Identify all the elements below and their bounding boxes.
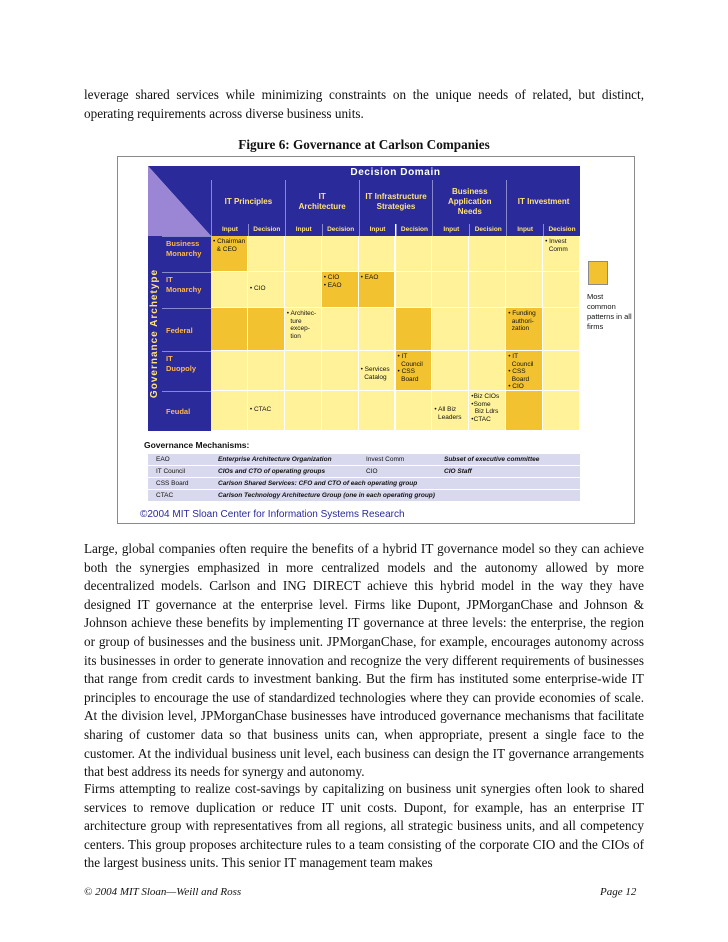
matrix-cell bbox=[322, 236, 359, 272]
matrix-cell bbox=[211, 308, 248, 351]
matrix-cell bbox=[469, 236, 506, 272]
matrix-cell bbox=[469, 272, 506, 308]
matrix-cell bbox=[506, 272, 543, 308]
mechanism-extra1: Invest Comm bbox=[366, 456, 405, 463]
matrix-cell bbox=[248, 308, 285, 351]
corner-triangle bbox=[148, 166, 211, 236]
matrix-cell bbox=[396, 308, 433, 351]
row-label-line1: Federal bbox=[166, 325, 193, 335]
body-paragraph-2: Firms attempting to realize cost-savings by capitalizing on business unit synergies often look to shared services to remove duplication or reduce IT unit costs. Dupont, for example, has an enterprise IT architecture group with representatives from all regions, all strategic business units, and all competency centers. This group proposes architecture rules to a team consisting of the corporate CIO and the CIOs of the largest business units. This senior IT management team makes bbox=[84, 781, 644, 871]
mechanism-extra2: CIO Staff bbox=[444, 468, 472, 475]
sub-header-decision: Decision bbox=[396, 224, 433, 236]
intro-paragraph: leverage shared services while minimizing constraints on the unique needs of related, but distinct, operating requirements across diverse business units. bbox=[84, 87, 644, 121]
matrix-cell bbox=[432, 236, 469, 272]
matrix-cell bbox=[469, 351, 506, 391]
mechanism-desc: Enterprise Architecture Organization bbox=[218, 456, 332, 463]
row-label-4 bbox=[162, 391, 211, 431]
mechanism-abbr: IT Council bbox=[156, 468, 186, 475]
governance-archetype-bar bbox=[148, 236, 162, 431]
matrix-cell: • Services Catalog bbox=[359, 351, 396, 391]
matrix-cell bbox=[543, 308, 580, 351]
matrix-cell bbox=[543, 351, 580, 391]
mechanism-abbr: EAO bbox=[156, 456, 170, 463]
matrix-cell bbox=[396, 391, 433, 431]
mechanism-desc: Carlson Shared Services: CFO and CTO of each operating group bbox=[218, 480, 418, 487]
column-header-line1: Business Application bbox=[448, 187, 492, 206]
matrix-cell: • CTAC bbox=[248, 391, 285, 431]
row-label-line2: Monarchy bbox=[166, 285, 202, 294]
column-header-4 bbox=[506, 180, 580, 224]
matrix-cell bbox=[506, 391, 543, 431]
matrix-cell: • All Biz Leaders bbox=[432, 391, 469, 431]
row-label-1 bbox=[162, 272, 211, 308]
mechanism-abbr: CTAC bbox=[156, 492, 174, 499]
footer-page-number: Page 12 bbox=[600, 886, 637, 898]
column-header-line1: IT Principles bbox=[224, 197, 273, 206]
matrix-cell bbox=[506, 236, 543, 272]
body-paragraph-1: Large, global companies often require the benefits of a hybrid IT governance model so they can achieve both the synergies emphasized in more centralized models and the autonomy allowed by more decentralized models. Carlson and ING DIRECT achieve this hybrid model in the way they have designed IT governance at the enterprise level. Firms like Dupont, JPMorganChase and Johnson & Johnson achieve these benefits by implementing IT governance at three levels: the enterprise, the region or group of businesses and the business unit. JPMorganChase, for example, encourages autonomy across its businesses in order to generate innovation and recognize the very different requirements of businesses that range from credit cards to investment banking. But the firm has instituted some enterprise-wide IT principles to encourage the use of standardized technologies where they can provide economies of scale. At the division level, JPMorganChase businesses have introduced governance mechanisms that facilitate sharing of customer data so that business units can, when appropriate, present a single face to the customer. At the individual business unit level, each business can design the IT governance arrangements that best address its needs for synergy and autonomy. bbox=[84, 541, 644, 780]
matrix-cell: •Biz CIOs •Some Biz Ldrs •CTAC bbox=[469, 391, 506, 431]
mechanism-row bbox=[148, 453, 580, 465]
matrix-cell: • CIO bbox=[248, 272, 285, 308]
matrix-cell: • EAO bbox=[359, 272, 396, 308]
figure-copyright: ©2004 MIT Sloan Center for Information Systems Research bbox=[140, 509, 405, 520]
column-header-line1: IT bbox=[318, 192, 326, 201]
matrix-cell: • IT Council • CSS Board bbox=[396, 351, 433, 391]
governance-archetype-label: Governance Archetype bbox=[149, 268, 161, 399]
matrix-cell bbox=[285, 236, 322, 272]
mechanism-row bbox=[148, 489, 580, 501]
matrix-cell: • CIO • EAO bbox=[322, 272, 359, 308]
matrix-cell: • Funding authori- zation bbox=[506, 308, 543, 351]
sub-header-decision: Decision bbox=[322, 224, 359, 236]
matrix-cell bbox=[322, 391, 359, 431]
decision-domain-header: Decision Domain bbox=[211, 166, 580, 180]
matrix-cell bbox=[248, 351, 285, 391]
row-label-0 bbox=[162, 236, 211, 272]
matrix-cell bbox=[211, 351, 248, 391]
matrix-cell bbox=[543, 272, 580, 308]
column-header-line1: IT Infrastructure bbox=[365, 192, 427, 201]
matrix-cell: • Invest Comm bbox=[543, 236, 580, 272]
sub-header-input: Input bbox=[285, 224, 322, 236]
matrix-cell bbox=[396, 272, 433, 308]
matrix-cell bbox=[211, 391, 248, 431]
matrix-cell bbox=[248, 236, 285, 272]
row-label-3 bbox=[162, 351, 211, 391]
matrix-cell: • IT Council • CSS Board • CIO bbox=[506, 351, 543, 391]
column-header-2 bbox=[359, 180, 433, 224]
column-header-1 bbox=[285, 180, 359, 224]
matrix-cell bbox=[432, 308, 469, 351]
matrix-cell bbox=[469, 308, 506, 351]
mechanism-extra1: CIO bbox=[366, 468, 378, 475]
row-label-line1: Feudal bbox=[166, 407, 191, 416]
matrix-cell bbox=[396, 236, 433, 272]
matrix-cell bbox=[211, 272, 248, 308]
column-header-0 bbox=[211, 180, 285, 224]
column-header-line2: Strategies bbox=[376, 202, 416, 211]
sub-header-input: Input bbox=[211, 224, 248, 236]
column-header-line1: IT Investment bbox=[517, 197, 570, 206]
matrix-cell: • Chairman & CEO bbox=[211, 236, 248, 272]
row-label-line1: Business bbox=[166, 239, 200, 248]
mechanism-row bbox=[148, 465, 580, 477]
governance-figure bbox=[117, 156, 635, 524]
matrix-cell bbox=[432, 272, 469, 308]
sub-header-input: Input bbox=[432, 224, 469, 236]
mechanism-row bbox=[148, 477, 580, 489]
matrix-cell bbox=[359, 391, 396, 431]
matrix-cell bbox=[285, 351, 322, 391]
matrix-cell bbox=[359, 236, 396, 272]
row-label-line2: Monarchy bbox=[166, 249, 202, 258]
matrix-cell bbox=[322, 351, 359, 391]
column-header-3 bbox=[432, 180, 506, 224]
legend-text: Most common patterns in all firms bbox=[587, 292, 632, 331]
mechanism-abbr: CSS Board bbox=[156, 480, 189, 487]
matrix-cell bbox=[285, 391, 322, 431]
column-header-line2: Needs bbox=[457, 207, 482, 216]
sub-header-input: Input bbox=[506, 224, 543, 236]
mechanism-extra2: Subset of executive committee bbox=[444, 456, 540, 463]
row-label-line1: IT bbox=[166, 275, 173, 284]
sub-header-input: Input bbox=[359, 224, 396, 236]
legend-swatch bbox=[588, 261, 608, 285]
sub-header-decision: Decision bbox=[543, 224, 580, 236]
matrix-cell bbox=[359, 308, 396, 351]
mechanism-desc: CIOs and CTO of operating groups bbox=[218, 468, 326, 475]
mechanism-desc: Carlson Technology Architecture Group (one in each operating group) bbox=[218, 492, 435, 499]
column-header-line2: Architecture bbox=[298, 202, 346, 211]
matrix-cell: • Architec- ture excep- tion bbox=[285, 308, 322, 351]
mechanisms-title: Governance Mechanisms: bbox=[144, 440, 250, 450]
matrix-cell bbox=[543, 391, 580, 431]
figure-title: Figure 6: Governance at Carlson Companies bbox=[238, 137, 490, 152]
footer-copyright: © 2004 MIT Sloan—Weill and Ross bbox=[84, 886, 242, 898]
sub-header-decision: Decision bbox=[248, 224, 285, 236]
row-label-line1: IT bbox=[166, 354, 173, 363]
matrix-cell bbox=[432, 351, 469, 391]
sub-header-decision: Decision bbox=[469, 224, 506, 236]
row-label-line2: Duopoly bbox=[166, 364, 196, 373]
matrix-cell bbox=[322, 308, 359, 351]
row-label-2 bbox=[162, 308, 211, 351]
matrix-cell bbox=[285, 272, 322, 308]
